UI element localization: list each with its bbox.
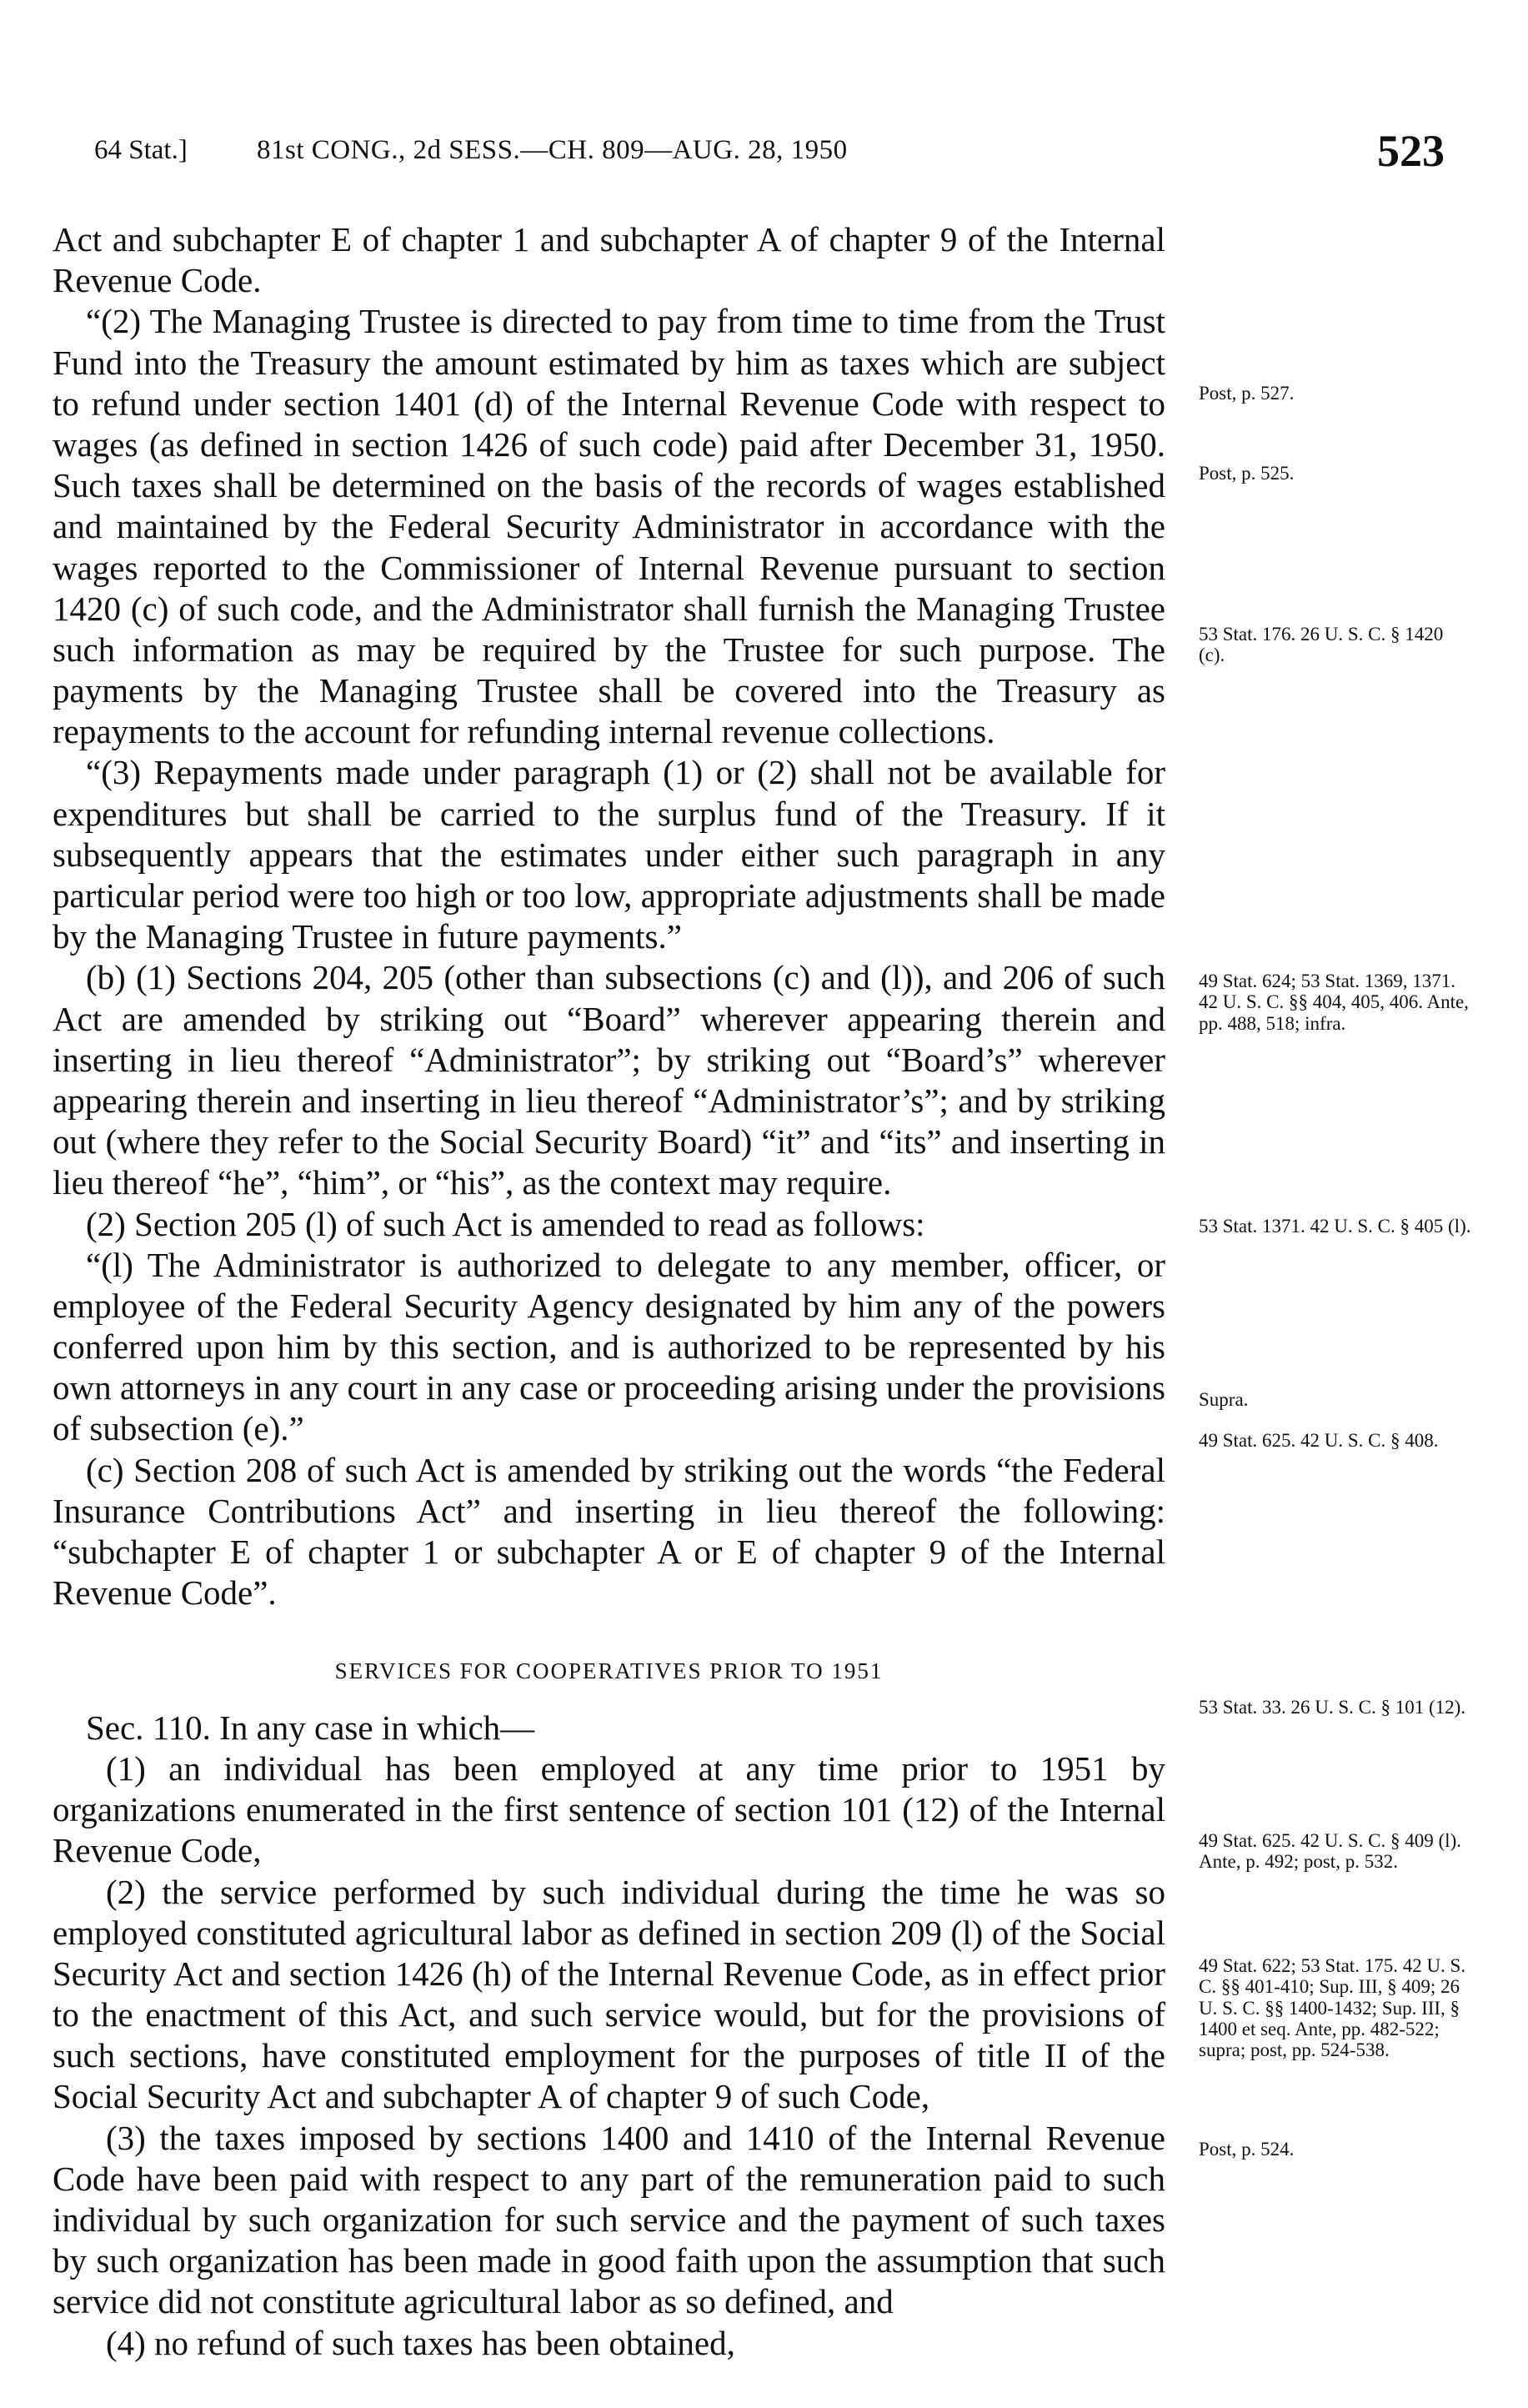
margin-note: 49 Stat. 625. 42 U. S. C. § 409 (l). Ante, p. 492; post, p. 532. [1199,1830,1461,1873]
paragraph-b2-amendment: (2) Section 205 (l) of such Act is amended to read as follows: [86,1204,925,1243]
margin-note: 49 Stat. 625. 42 U. S. C. § 408. [1199,1430,1439,1451]
paragraph-repayments: “(3) Repayments made under paragraph (1) or (2) shall not be available for expenditures but shall be carried to the surplus fund of the Treasury. If it subsequently appears that the estimates under either such paragraph in any particular period were too high or too low, appropriate adjustments shall be made by the Managing Trustee in future payments.” [53,753,1165,956]
paragraph-b1-amendment: (b) (1) Sections 204, 205 (other than subsections (c) and (l)), and 206 of such Act are amended by striking out “Board” wherever appearing therein and inserting in lieu thereof “Administrator”; by striking out “Board’s” wherever appearing therein and inserting in lieu thereof “Administrator’s”; and by striking out (where they refer to the Social Security Board) “it” and “its” and inserting in lieu thereof “he”, “him”, or “his”, as the context may require. [53,958,1165,1202]
paragraph-continuation: Act and subchapter E of chapter 1 and subchapter A of chapter 9 of the Internal Revenue Code. [53,220,1165,300]
list-item-4: (4) no refund of such taxes has been obtained, [106,2323,735,2362]
paragraph-c-amendment: (c) Section 208 of such Act is amended by striking out the words “the Federal Insurance Contributions Act” and inserting in lieu thereof the following: “subchapter E of chapter 1 or subchapter A or E of chapter 9 of the Internal Revenue Code”. [53,1450,1165,1613]
statute-body [53,219,1165,2364]
margin-note: Supra. [1199,1389,1249,1410]
section-110-intro: Sec. 110. In any case in which— [86,1708,535,1747]
margin-note: 53 Stat. 33. 26 U. S. C. § 101 (12). [1199,1697,1466,1718]
margin-note: 53 Stat. 1371. 42 U. S. C. § 405 (l). [1199,1216,1471,1237]
section-heading: SERVICES FOR COOPERATIVES PRIOR TO 1951 [334,1658,884,1684]
margin-note: 49 Stat. 622; 53 Stat. 175. 42 U. S. C. §§ 401-410; Sup. III, § 409; 26 U. S. C. §§ 1400-1432; Sup. III, § 1400 et seq. Ante, pp. 482-522; supra; post, pp. 524-538. [1199,1955,1466,2061]
margin-note: Post, p. 525. [1199,463,1295,484]
paragraph-trustee-payments: “(2) The Managing Trustee is directed to pay from time to time from the Trust Fund into the Treasury the amount estimated by him as taxes which are subject to refund under section 1401 (d) of the Internal Revenue Code with respect to wages (as defined in section 1426 of such code) paid after December 31, 1950. Such taxes shall be determined on the basis of the records of wages established and maintained by the Federal Security Administrator in accordance with the wages reported to the Commissioner of Internal Revenue pursuant to section 1420 (c) of such code, and the Administrator shall furnish the Managing Trustee such information as may be required by the Trustee for such purpose. The payments by the Managing Trustee shall be covered into the Treasury as repayments to the account for refunding internal revenue collections. [53,302,1165,751]
volume-reference: 64 Stat.] [94,135,188,165]
margin-note: 53 Stat. 176. 26 U. S. C. § 1420 (c). [1199,624,1444,666]
list-item-3: (3) the taxes imposed by sections 1400 and 1410 of the Internal Revenue Code have been paid with respect to any part of the remuneration paid to such individual by such organization for such service and the payment of such taxes by such organization has been made in good faith upon the assumption that such service did not constitute agricultural labor as so defined, and [53,2118,1165,2321]
margin-note: 49 Stat. 624; 53 Stat. 1369, 1371. 42 U. S. C. §§ 404, 405, 406. Ante, pp. 488, 518; infra. [1199,971,1469,1034]
session-reference: 81st CONG., 2d SESS.—CH. 809—AUG. 28, 1950 [257,135,848,165]
margin-note: Post, p. 527. [1199,383,1295,404]
list-item-1: (1) an individual has been employed at any time prior to 1951 by organizations enumerated in the first sentence of section 101 (12) of the Internal Revenue Code, [53,1748,1165,1870]
margin-note: Post, p. 524. [1199,2139,1295,2160]
page-number: 523 [1377,126,1445,176]
page-header [94,125,1445,183]
list-item-2: (2) the service performed by such individual during the time he was so employed constituted agricultural labor as defined in section 209 (l) of the Social Security Act and section 1426 (h) of the Internal Revenue Code, as in effect prior to the enactment of this Act, and such service would, but for the provisions of such sections, have constituted employment for the purposes of title II of the Social Security Act and subchapter A of chapter 9 of such Code, [53,1872,1165,2116]
paragraph-delegation: “(l) The Administrator is authorized to delegate to any member, officer, or employee of the Federal Security Agency designated by him any of the powers conferred upon him by this section, and is authorized to be represented by his own attorneys in any court in any case or proceeding arising under the provisions of subsection (e).” [53,1245,1165,1448]
